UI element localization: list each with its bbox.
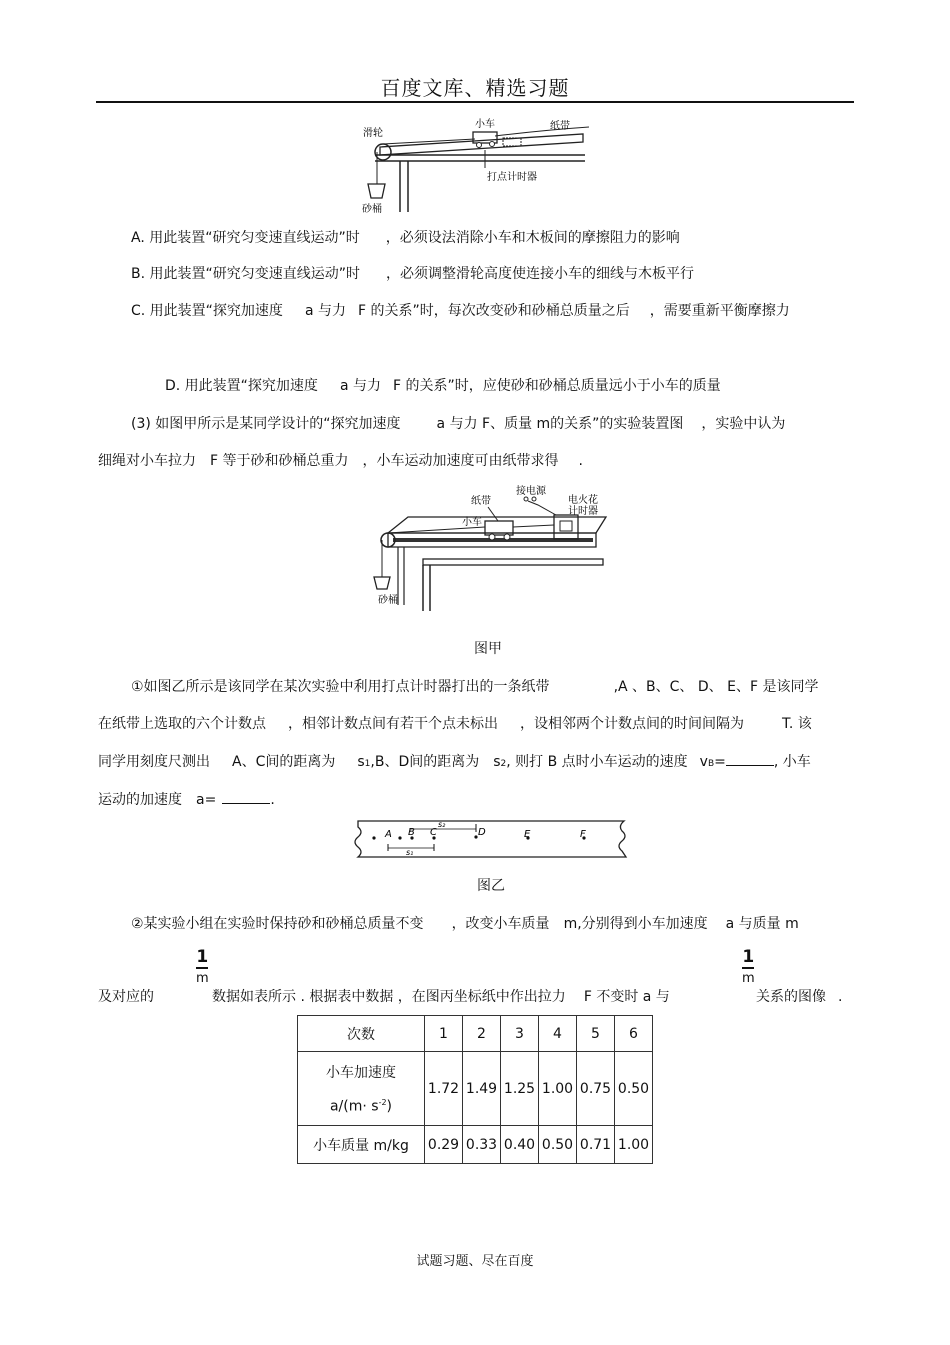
table-cell: 0.29 xyxy=(425,1126,463,1164)
table-cell: 0.50 xyxy=(539,1126,577,1164)
option-b: B. 用此装置“研究匀变速直线运动”时 ，必须调整滑轮高度使连接小车的细线与木板平行 xyxy=(131,266,695,282)
point-label-f: F xyxy=(580,829,586,840)
point-label-b: B xyxy=(408,827,415,838)
label-pulley: 滑轮 xyxy=(363,128,383,139)
spark-timer-icon xyxy=(554,515,578,539)
table-header-label: 次数 xyxy=(298,1016,425,1052)
fraction-one-over-m-1: 1 m xyxy=(196,947,209,986)
table-col-header: 6 xyxy=(615,1016,653,1052)
tape-dot xyxy=(398,836,401,839)
figure-caption-jia: 图甲 xyxy=(474,641,502,657)
label-bucket: 砂桶 xyxy=(362,204,382,215)
table-cell: 1.00 xyxy=(539,1052,577,1126)
paper-tape-figure xyxy=(352,818,634,860)
page-header-title: 百度文库、精选习题 xyxy=(380,76,570,100)
label-tape: 纸带 xyxy=(471,496,491,507)
part2-line-1: ②某实验小组在实验时保持砂和砂桶总质量不变 ，改变小车质量 m,分别得到小车加速度 a 与质量 m xyxy=(131,916,799,932)
option-a: A. 用此装置“研究匀变速直线运动”时 ，必须设法消除小车和木板间的摩擦阻力的影响 xyxy=(131,230,680,246)
part1-line-4: 运动的加速度 a= . xyxy=(98,789,275,809)
data-table xyxy=(297,1015,653,1164)
bucket-icon xyxy=(374,577,390,589)
fraction-one-over-m-2: 1 m xyxy=(742,947,755,986)
part1-line-2: 在纸带上选取的六个计数点 ，相邻计数点间有若干个点未标出 ，设相邻两个计数点间的时间间隔为 T. 该 xyxy=(98,716,812,732)
part2-line-2c: 关系的图像 . xyxy=(756,989,843,1005)
bucket-icon xyxy=(368,184,385,198)
table-cell: 0.71 xyxy=(577,1126,615,1164)
label-s1: s₁ xyxy=(406,848,414,857)
point-label-c: C xyxy=(430,827,437,838)
label-cart: 小车 xyxy=(475,119,495,130)
label-power: 接电源 xyxy=(516,486,546,497)
table-cell: 1.72 xyxy=(425,1052,463,1126)
option-c: C. 用此装置“探究加速度 a 与力 F 的关系”时，每次改变砂和砂桶总质量之后 ，需要重新平衡摩擦力 xyxy=(131,303,790,319)
table-row-label-acceleration: 小车加速度 $a/(m\cdot s^{-2})$ xyxy=(298,1052,425,1126)
table-row-mass xyxy=(298,1126,653,1164)
table-col-header: 3 xyxy=(501,1016,539,1052)
power-lead-icon xyxy=(528,501,556,515)
option-d: D. 用此装置“探究加速度 a 与力 F 的关系”时，应使砂和砂桶总质量远小于小车的质量 xyxy=(165,378,721,394)
label-tape: 纸带 xyxy=(550,121,570,132)
table-cell: 0.50 xyxy=(615,1052,653,1126)
table-cell: 0.33 xyxy=(463,1126,501,1164)
label-s2: s₂ xyxy=(438,820,446,829)
table-cell: 0.40 xyxy=(501,1126,539,1164)
page-footer: 试题习题、尽在百度 xyxy=(416,1254,534,1269)
table-cell: 1.25 xyxy=(501,1052,539,1126)
table-col-header: 4 xyxy=(539,1016,577,1052)
header-rule xyxy=(96,101,854,103)
table-cell: 1.00 xyxy=(615,1126,653,1164)
answer-blank-a[interactable] xyxy=(222,789,270,804)
part1-line-1: ①如图乙所示是该同学在某次实验中利用打点计时器打出的一条纸带 ,A 、B、C、 D、 E、F 是该同学 xyxy=(131,679,819,695)
table-cell: 0.75 xyxy=(577,1052,615,1126)
point-label-a: A xyxy=(385,829,392,840)
table-header-row xyxy=(298,1016,653,1052)
point-label-e: E xyxy=(524,829,531,840)
table-col-header: 2 xyxy=(463,1016,501,1052)
q3-line-1: (3) 如图甲所示是某同学设计的“探究加速度 a 与力 F、质量 m的关系”的实验装置图 ，实验中认为 xyxy=(131,416,786,432)
point-label-d: D xyxy=(478,827,486,838)
label-cart: 小车 xyxy=(462,517,482,528)
answer-blank-vb[interactable] xyxy=(726,751,774,766)
apparatus-figure-top xyxy=(355,112,595,218)
apparatus-figure-jia xyxy=(368,485,608,615)
table-row-acceleration xyxy=(298,1052,653,1126)
label-bucket: 砂桶 xyxy=(378,595,398,606)
tape-dot xyxy=(372,836,375,839)
label-timer-2: 计时器 xyxy=(568,506,598,517)
part1-line-3: 同学用刻度尺测出 A、C间的距离为 s1,B、D间的距离为 s2, 则打 B 点时小车运动的速度 vB= , 小车 xyxy=(98,751,811,771)
part2-line-2: 及对应的 xyxy=(98,989,154,1005)
label-timer: 打点计时器 xyxy=(487,172,537,183)
part2-line-2b: 数据如表所示 . 根据表中数据 ，在图丙坐标纸中作出拉力 F 不变时 a 与 xyxy=(212,989,670,1005)
q3-line-2: 细绳对小车拉力 F 等于砂和砂桶总重力 ，小车运动加速度可由纸带求得 . xyxy=(98,453,583,469)
table-cell: 1.49 xyxy=(463,1052,501,1126)
table-col-header: 1 xyxy=(425,1016,463,1052)
table-row-label-mass: 小车质量 m/kg xyxy=(298,1126,425,1164)
label-timer-1: 电火花 xyxy=(568,495,598,506)
table-col-header: 5 xyxy=(577,1016,615,1052)
figure-caption-yi: 图乙 xyxy=(477,878,505,894)
